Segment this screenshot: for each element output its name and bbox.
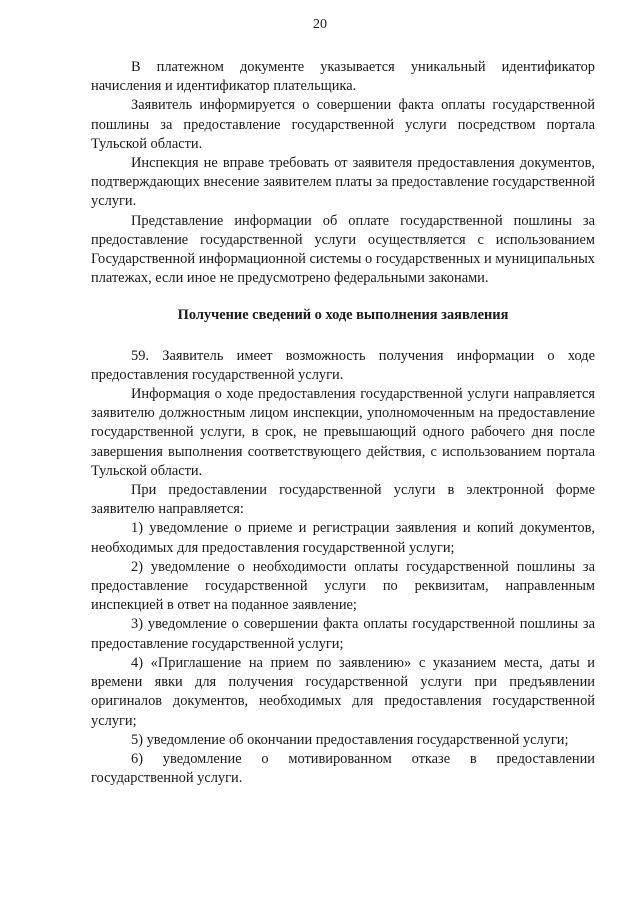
list-item: 6) уведомление о мотивированном отказе в предоставлении государственной услуги. xyxy=(91,750,595,787)
document-body xyxy=(91,58,595,788)
list-item: 3) уведомление о совершении факта оплаты государственной пошлины за предоставление государственной услуги; xyxy=(91,616,595,652)
paragraph-payment-notification: Заявитель информируется о совершении факта оплаты государственной пошлины за предоставление государственной услуги посредством портала Тульской области. xyxy=(91,97,595,152)
paragraph-progress-info: Информация о ходе предоставления государственной услуги направляется заявителю должностным лицом инспекции, уполномоченным на предоставление государственной услуги, в срок, не превышающий одного рабочего дня после завершения выполнения соответствующего действия, с использованием портала Тульской области. xyxy=(91,386,595,479)
paragraph-payment-identifier: В платежном документе указывается уникальный идентификатор начисления и идентификатор плательщика. xyxy=(91,59,595,95)
list-item: 4) «Приглашение на прием по заявлению» с указанием места, даты и времени явки для получения государственной услуги при предъявлении оригиналов документов, необходимых для предоставления государственной услуги; xyxy=(91,654,595,729)
list-item: 2) уведомление о необходимости оплаты государственной пошлины за предоставление государственной услуги по реквизитам, направленным инспекцией в ответ на поданное заявление; xyxy=(91,558,595,614)
paragraph-59: 59. Заявитель имеет возможность получения информации о ходе предоставления государственной услуги. xyxy=(91,347,595,383)
page-number: 20 xyxy=(313,17,327,32)
section-heading: Получение сведений о ходе выполнения заявления xyxy=(177,307,509,324)
paragraph-electronic-form-intro: При предоставлении государственной услуги в электронной форме заявителю направляется: xyxy=(91,482,595,518)
list-item: 5) уведомление об окончании предоставления государственной услуги; xyxy=(131,731,569,748)
paragraph-inspection-restriction: Инспекция не вправе требовать от заявителя предоставления документов, подтверждающих внесение заявителем платы за предоставление государственной услуги. xyxy=(91,155,595,210)
paragraph-payment-info-system: Представление информации об оплате государственной пошлины за предоставление государственной услуги осуществляется с использованием Государственной информационной системы о государственных и муниципальных платежах, если иное не предусмотрено федеральными законами. xyxy=(91,212,595,287)
list-item: 1) уведомление о приеме и регистрации заявления и копий документов, необходимых для предоставления государственной услуги; xyxy=(91,520,595,556)
